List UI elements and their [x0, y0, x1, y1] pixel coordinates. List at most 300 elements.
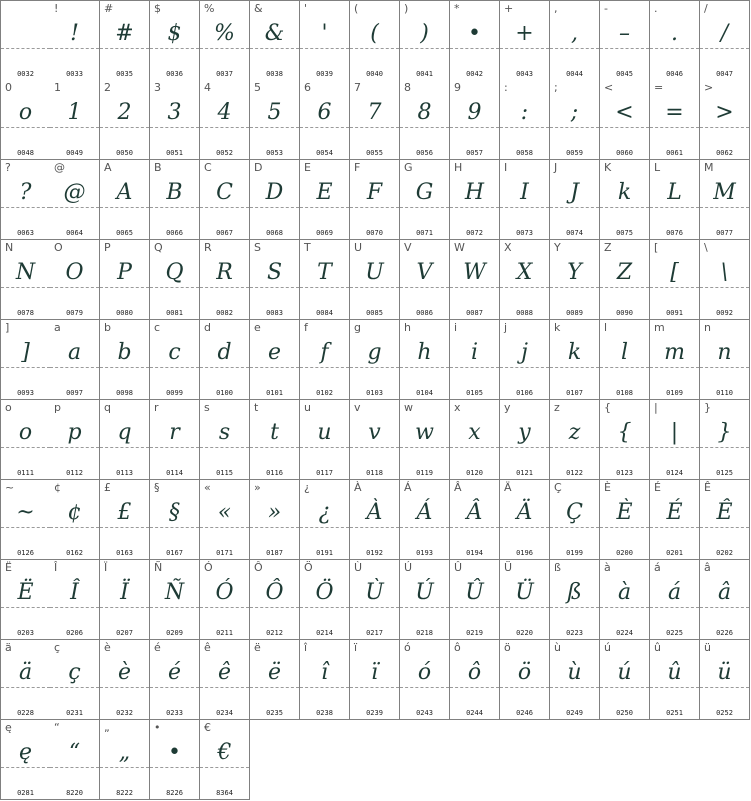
char-code: 0073 [516, 229, 533, 237]
glyph-cell [200, 480, 250, 560]
glyph-cell [600, 320, 650, 400]
char-label: B [154, 161, 162, 174]
char-label: p [54, 401, 61, 414]
baseline-guide [550, 607, 599, 608]
glyph-cell [100, 480, 150, 560]
char-code: 0056 [416, 149, 433, 157]
baseline-guide [100, 687, 149, 688]
char-label: - [604, 2, 608, 15]
char-code: 0224 [616, 629, 633, 637]
baseline-guide [350, 607, 399, 608]
glyph-cell [250, 160, 300, 240]
baseline-guide [100, 767, 149, 768]
char-code: 8226 [166, 789, 183, 797]
glyph-cell [100, 640, 150, 720]
glyph-sample: / [720, 21, 729, 46]
char-label: ï [354, 641, 358, 654]
glyph-sample: q [117, 420, 132, 445]
glyph-cell [250, 560, 300, 640]
glyph-sample: Q [165, 260, 184, 285]
char-label: ę [5, 721, 12, 734]
baseline-guide [650, 48, 699, 49]
char-label: u [304, 401, 311, 414]
baseline-guide [500, 607, 549, 608]
baseline-guide [1, 527, 50, 528]
char-label: X [504, 241, 512, 254]
glyph-sample: L [667, 180, 682, 205]
baseline-guide [50, 207, 99, 208]
baseline-guide [250, 48, 299, 49]
glyph-cell [450, 160, 500, 240]
char-code: 0212 [266, 629, 283, 637]
glyph-cell [400, 240, 450, 320]
char-label: » [254, 481, 261, 494]
glyph-cell [650, 400, 700, 480]
baseline-guide [350, 207, 399, 208]
glyph-cell [400, 480, 450, 560]
baseline-guide [250, 607, 299, 608]
glyph-cell [650, 240, 700, 320]
char-label: @ [54, 161, 65, 174]
glyph-cell [700, 320, 750, 400]
char-code: 0281 [17, 789, 34, 797]
baseline-guide [300, 207, 349, 208]
glyph-cell [250, 640, 300, 720]
glyph-sample: e [267, 340, 282, 365]
glyph-sample: Ö [315, 580, 334, 605]
glyph-sample: = [665, 100, 684, 125]
char-code: 0037 [216, 70, 233, 78]
char-label: é [154, 641, 161, 654]
char-label: g [354, 321, 361, 334]
char-label: Ó [204, 561, 213, 574]
char-code: 0055 [366, 149, 383, 157]
char-label: J [554, 161, 558, 174]
char-label: ? [5, 161, 11, 174]
char-label: Â [454, 481, 462, 494]
glyph-sample: Ó [215, 580, 234, 605]
char-label: c [154, 321, 161, 334]
char-code: 0251 [666, 709, 683, 717]
baseline-guide [250, 527, 299, 528]
char-code: 0246 [516, 709, 533, 717]
char-label: £ [104, 481, 111, 494]
glyph-sample: à [617, 580, 632, 605]
baseline-guide [50, 527, 99, 528]
glyph-sample: N [15, 260, 36, 285]
glyph-cell [700, 400, 750, 480]
char-code: 0098 [116, 389, 133, 397]
glyph-sample: E [316, 180, 333, 205]
glyph-sample: F [366, 180, 383, 205]
glyph-sample: Ô [265, 580, 284, 605]
char-code: 0032 [17, 70, 34, 78]
glyph-sample: Â [466, 500, 483, 525]
baseline-guide [200, 367, 249, 368]
glyph-sample: z [568, 420, 581, 445]
char-label: ; [554, 81, 558, 94]
glyph-cell [450, 560, 500, 640]
baseline-guide [500, 48, 549, 49]
char-code: 0072 [466, 229, 483, 237]
glyph-sample: Ï [120, 580, 129, 605]
char-label: f [304, 321, 308, 334]
baseline-guide [50, 607, 99, 608]
glyph-sample: s [218, 420, 231, 445]
glyph-sample: . [671, 21, 678, 46]
char-code: 0066 [166, 229, 183, 237]
char-code: 0074 [566, 229, 583, 237]
glyph-sample: 9 [467, 100, 482, 125]
baseline-guide [350, 687, 399, 688]
glyph-cell [600, 480, 650, 560]
glyph-cell [700, 0, 750, 81]
baseline-guide [1, 447, 50, 448]
glyph-cell [600, 560, 650, 640]
char-label: Ö [304, 561, 313, 574]
glyph-sample: P [117, 260, 132, 285]
glyph-cell [50, 560, 100, 640]
char-code: 0192 [366, 549, 383, 557]
char-label: M [704, 161, 714, 174]
glyph-sample: ' [321, 21, 328, 46]
glyph-cell [0, 160, 51, 240]
glyph-sample: € [217, 740, 232, 765]
char-code: 0097 [66, 389, 83, 397]
glyph-cell [50, 320, 100, 400]
char-label: { [604, 401, 611, 414]
char-label: ç [54, 641, 61, 654]
glyph-cell [250, 320, 300, 400]
glyph-sample: û [667, 660, 682, 685]
baseline-guide [400, 527, 449, 528]
char-label: Ï [104, 561, 108, 574]
char-code: 0191 [316, 549, 333, 557]
char-code: 0163 [116, 549, 133, 557]
glyph-sample: } [717, 420, 732, 445]
baseline-guide [400, 607, 449, 608]
baseline-guide [200, 207, 249, 208]
glyph-cell [0, 640, 51, 720]
char-label: N [5, 241, 14, 254]
glyph-cell [250, 400, 300, 480]
glyph-sample: À [366, 500, 383, 525]
baseline-guide [400, 48, 449, 49]
char-code: 0058 [516, 149, 533, 157]
char-code: 0044 [566, 70, 583, 78]
char-label: î [304, 641, 308, 654]
glyph-cell [250, 0, 300, 81]
baseline-guide [450, 127, 499, 128]
glyph-cell [400, 640, 450, 720]
baseline-guide [700, 447, 749, 448]
baseline-guide [650, 127, 699, 128]
char-code: 0209 [166, 629, 183, 637]
char-label: ü [704, 641, 711, 654]
glyph-sample: b [117, 340, 132, 365]
glyph-cell [350, 320, 400, 400]
char-label: 1 [54, 81, 61, 94]
glyph-cell [50, 160, 100, 240]
baseline-guide [600, 527, 649, 528]
char-code: 0199 [566, 549, 583, 557]
baseline-guide [600, 127, 649, 128]
baseline-guide [700, 207, 749, 208]
glyph-sample: 5 [267, 100, 282, 125]
glyph-cell [300, 0, 350, 81]
char-label: W [454, 241, 465, 254]
glyph-cell [50, 640, 100, 720]
char-code: 0041 [416, 70, 433, 78]
char-label: 2 [104, 81, 111, 94]
char-code: 0082 [216, 309, 233, 317]
char-label: O [54, 241, 63, 254]
char-label: 0 [5, 81, 12, 94]
glyph-sample: m [664, 340, 685, 365]
glyph-cell [150, 480, 200, 560]
char-label: ¢ [54, 481, 61, 494]
glyph-sample: 7 [367, 100, 382, 125]
glyph-cell [650, 480, 700, 560]
glyph-sample: o [18, 420, 33, 445]
char-label: 8 [404, 81, 411, 94]
glyph-sample: ß [567, 580, 582, 605]
char-label: o [5, 401, 12, 414]
baseline-guide [450, 367, 499, 368]
char-code: 0244 [466, 709, 483, 717]
baseline-guide [50, 767, 99, 768]
char-code: 0218 [416, 629, 433, 637]
glyph-sample: É [666, 500, 683, 525]
baseline-guide [100, 607, 149, 608]
glyph-cell [150, 0, 200, 81]
glyph-sample: ë [267, 660, 282, 685]
glyph-sample: % [214, 21, 235, 46]
baseline-guide [1, 687, 50, 688]
glyph-cell [400, 560, 450, 640]
glyph-sample: » [267, 500, 282, 525]
glyph-cell [350, 240, 400, 320]
baseline-guide [600, 687, 649, 688]
char-label: Î [54, 561, 58, 574]
char-code: 0108 [616, 389, 633, 397]
glyph-cell [500, 640, 550, 720]
baseline-guide [450, 607, 499, 608]
char-code: 0045 [616, 70, 633, 78]
glyph-sample: ù [567, 660, 582, 685]
baseline-guide [400, 447, 449, 448]
char-code: 0051 [166, 149, 183, 157]
glyph-cell [50, 80, 100, 160]
char-label: ö [504, 641, 511, 654]
char-label: Q [154, 241, 163, 254]
glyph-sample: « [217, 500, 232, 525]
baseline-guide [500, 367, 549, 368]
baseline-guide [400, 367, 449, 368]
glyph-sample: Ê [716, 500, 733, 525]
glyph-sample: c [168, 340, 181, 365]
char-code: 0243 [416, 709, 433, 717]
char-label: Ç [554, 481, 562, 494]
baseline-guide [50, 687, 99, 688]
glyph-cell [450, 480, 500, 560]
baseline-guide [150, 127, 199, 128]
baseline-guide [450, 48, 499, 49]
char-code: 0086 [416, 309, 433, 317]
char-label: T [304, 241, 311, 254]
baseline-guide [500, 207, 549, 208]
char-code: 0119 [416, 469, 433, 477]
baseline-guide [150, 527, 199, 528]
glyph-cell [500, 160, 550, 240]
char-label: + [504, 2, 514, 15]
glyph-cell [0, 480, 51, 560]
glyph-cell [50, 480, 100, 560]
char-label: r [154, 401, 159, 414]
glyph-cell [700, 80, 750, 160]
baseline-guide [250, 127, 299, 128]
char-code: 0226 [716, 629, 733, 637]
char-code: 0083 [266, 309, 283, 317]
glyph-sample: t [270, 420, 279, 445]
glyph-sample: • [168, 740, 181, 765]
char-code: 0126 [17, 549, 34, 557]
glyph-sample: k [617, 180, 632, 205]
char-code: 0123 [616, 469, 633, 477]
char-label: â [704, 561, 711, 574]
glyph-sample: ö [517, 660, 532, 685]
glyph-sample: • [468, 21, 481, 46]
glyph-sample: Ñ [164, 580, 185, 605]
glyph-cell [550, 400, 600, 480]
glyph-cell [600, 160, 650, 240]
baseline-guide [700, 607, 749, 608]
glyph-cell [400, 160, 450, 240]
glyph-cell [550, 160, 600, 240]
baseline-guide [500, 447, 549, 448]
glyph-sample: A [116, 180, 133, 205]
glyph-cell [150, 320, 200, 400]
glyph-cell [150, 640, 200, 720]
glyph-sample: 2 [117, 100, 132, 125]
char-label: * [454, 2, 460, 15]
char-code: 0092 [716, 309, 733, 317]
glyph-sample: r [169, 420, 180, 445]
baseline-guide [450, 527, 499, 528]
char-code: 0106 [516, 389, 533, 397]
glyph-cell [300, 560, 350, 640]
glyph-cell [400, 400, 450, 480]
char-code: 0063 [17, 229, 34, 237]
glyph-sample: ó [417, 660, 432, 685]
baseline-guide [700, 287, 749, 288]
glyph-cell [300, 320, 350, 400]
glyph-cell [0, 400, 51, 480]
baseline-guide [500, 687, 549, 688]
glyph-cell [550, 560, 600, 640]
glyph-sample: î [320, 660, 329, 685]
glyph-sample: H [464, 180, 485, 205]
glyph-cell [350, 480, 400, 560]
glyph-cell [500, 560, 550, 640]
char-label: I [504, 161, 508, 174]
char-code: 0080 [116, 309, 133, 317]
char-label: . [654, 2, 658, 15]
glyph-sample: ç [68, 660, 81, 685]
glyph-sample: [ [670, 260, 679, 285]
baseline-guide [450, 447, 499, 448]
char-label: 7 [354, 81, 361, 94]
baseline-guide [300, 367, 349, 368]
char-label: & [254, 2, 263, 15]
baseline-guide [1, 48, 50, 49]
glyph-cell [0, 720, 51, 800]
char-code: 0234 [216, 709, 233, 717]
glyph-cell [700, 480, 750, 560]
glyph-cell [100, 320, 150, 400]
glyph-cell [600, 0, 650, 81]
glyph-cell [600, 400, 650, 480]
glyph-sample: ï [370, 660, 379, 685]
baseline-guide [250, 367, 299, 368]
char-label: z [554, 401, 560, 414]
char-code: 0099 [166, 389, 183, 397]
char-code: 0201 [666, 549, 683, 557]
char-code: 0069 [316, 229, 333, 237]
glyph-cell [450, 0, 500, 81]
baseline-guide [700, 687, 749, 688]
glyph-cell [700, 640, 750, 720]
baseline-guide [350, 48, 399, 49]
char-label: j [504, 321, 508, 334]
char-label: Z [604, 241, 612, 254]
char-label: l [604, 321, 608, 334]
glyph-cell [200, 560, 250, 640]
char-code: 0114 [166, 469, 183, 477]
char-code: 0047 [716, 70, 733, 78]
baseline-guide [300, 127, 349, 128]
char-label: F [354, 161, 361, 174]
glyph-cell [350, 560, 400, 640]
baseline-guide [150, 447, 199, 448]
baseline-guide [550, 287, 599, 288]
baseline-guide [650, 527, 699, 528]
glyph-sample: w [415, 420, 434, 445]
char-code: 8222 [116, 789, 133, 797]
char-label: b [104, 321, 111, 334]
char-code: 0110 [716, 389, 733, 397]
glyph-sample: â [717, 580, 732, 605]
baseline-guide [150, 207, 199, 208]
baseline-guide [500, 527, 549, 528]
char-label: = [654, 81, 664, 94]
char-code: 0239 [366, 709, 383, 717]
glyph-cell [300, 640, 350, 720]
baseline-guide [1, 607, 50, 608]
char-label: ä [5, 641, 12, 654]
char-label: v [354, 401, 361, 414]
glyph-cell [150, 400, 200, 480]
glyph-sample: \ [720, 260, 729, 285]
baseline-guide [400, 127, 449, 128]
char-label: % [204, 2, 215, 15]
glyph-cell [600, 640, 650, 720]
char-code: 0065 [116, 229, 133, 237]
glyph-sample: Ë [17, 580, 34, 605]
char-code: 0167 [166, 549, 183, 557]
glyph-cell [550, 240, 600, 320]
baseline-guide [100, 207, 149, 208]
